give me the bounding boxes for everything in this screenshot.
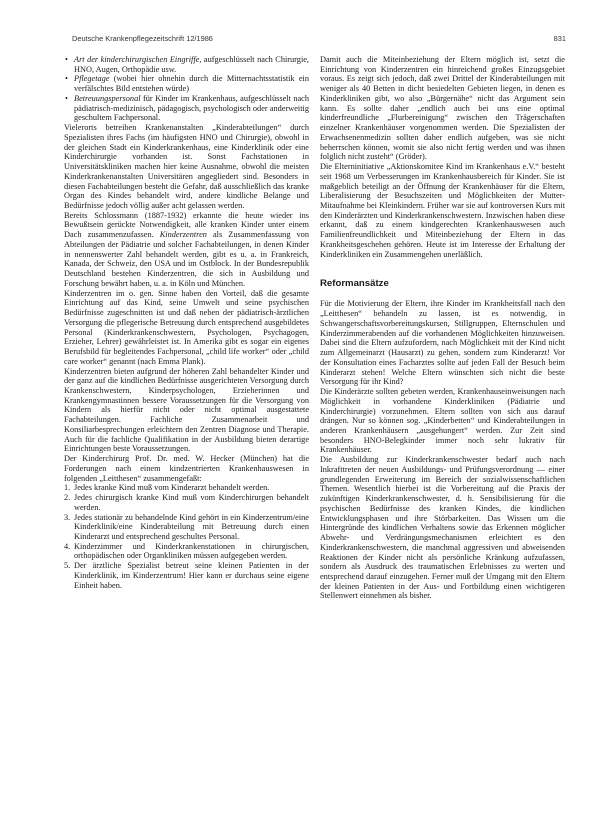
list-item [64, 542, 309, 561]
leitthesen-list [64, 483, 309, 590]
list-item [64, 513, 309, 542]
list-item [64, 561, 309, 590]
body-paragraph: Damit auch die Miteinbeziehung der Eltern möglich ist, setzt die Einrichtung von Kinderzentren ein hinreichend großes Einzugsgebiet voraus. Es zeigt sich jedoch, daß zwei Drittel der Kinderabteilungen mit weniger als 40 Betten in dicht besiedelten Gebieten liegen, in denen es Kinderkliniken gibt, wo also „Bürgernähe“ nicht das Argument sein kann. Es sollte daher „endlich auch bei uns eine optimal kinderfreundliche „Flurbereinigung“ zwischen den Trägerschaften einzelner Krankenhäuser vorgenommen werden. Die Spezialisten der Erwachsenenmedizin sollten daher endlich aufgeben, was sie nicht beherrschen können, womit sie also nicht fertig werden und was ihnen folglich nicht zusteht“ (Gröder). [320, 55, 565, 162]
body-paragraph: Vielerorts betreiben Krankenanstalten „Kinderabteilungen“ durch Spezialisten ihres Fachs (im häufigsten HNO und Chirurgie), obwohl in der gleichen Stadt ein Kinderkrankenhaus, eine Kinderklinik oder eine Kinderchirurgie vorhanden ist. Sonst Fachstationen in Universitätskliniken machen hier keine Ausnahme, obwohl die meisten Kinderkrankenanstalten Universitären angegliedert sind. Besonders in diesen Fachabteilungen besteht die Gefahr, daß ausschließlich das kranke Organ des Kindes behandelt wird, andere kindliche Belange und Bedürfnisse jedoch völlig außer acht gelassen werden. [64, 123, 309, 211]
running-head [72, 34, 566, 46]
heading-spacer [320, 290, 565, 299]
bullet-item [64, 55, 309, 74]
list-item-text: Kinderzimmer und Kinderkrankenstationen in chirurgischen, orthopädischen oder Organkliniken müssen aufgegeben werden. [74, 541, 309, 561]
list-number: 2. [64, 493, 71, 503]
list-number: 1. [64, 483, 71, 493]
bullet-item [64, 94, 309, 123]
list-number: 4. [64, 541, 71, 551]
list-item [64, 483, 309, 493]
page-number: 831 [553, 34, 566, 43]
statistics-bullet-list [64, 55, 309, 123]
body-paragraph: Für die Motivierung der Eltern, ihre Kinder im Krankheitsfall nach den „Leitthesen“ behandeln zu lassen, ist es notwendig, in Schwangerschaftsvorbereitungskursen, Stillgruppen, Elternschulen und Kinderzimmerabenden auf die vorhandenen Möglichkeiten hinzuweisen. Dabei sind die Eltern aufzufordern, nach Möglichkeit mit der Kind nicht zum Allgemeinarzt (Hausarzt) zu gehen, sondern zum Kinderarzt! Vor der Konsultation eines Facharztes sollte auf jeden Fall der Besuch beim Kinderarzt stehen! Welche Eltern wünschten sich nicht die beste Versorgung für ihr Kind? [320, 299, 565, 387]
list-number: 5. [64, 561, 71, 571]
journal-title: Deutsche Krankenpflegezeitschrift 12/1986 [72, 34, 213, 43]
body-paragraph: Kinderzentren im o. gen. Sinne haben den Vorteil, daß die gesamte Einrichtung auf das Kind, seine Umwelt und seine psychischen Bedürfnisse zugeschnitten ist und daß neben der pädiatrisch-ärztlichen Versorgung die pflegerische Betreuung durch entsprechend ausgebildetes Personal (Kinderkrankenschwestern, Psychologen, Psychagogen, Erzieher, Lehrer) gewährleistet ist. In Amerika gibt es sogar ein eigenes Berufsbild für begleitendes Fachpersonal, „child life worker“ oder „child care worker“ genannt (nach Emma Plank). [64, 288, 309, 366]
body-paragraph [64, 211, 309, 289]
paragraph-text: Bereits Schlossmann (1887-1932) erkannte die heute wieder ins Bewußtsein gerückte Notwendigkeit, alle kranken Kinder unter einem Dach zusammenzufassen. [64, 210, 309, 240]
body-paragraph: Die Ausbildung zur Kinderkrankenschwester bedarf auch nach Inkrafttreten der neuen Ausbildungs- und Prüfungsverordnung — einer grundlegenden Erweiterung im Bereich der sozialwissenschaftlichen Themen. Wesentlich hierbei ist die Vorbereitung auf die Praxis der zukünftigen Kinderkrankenschwester, d. h. Sensibilisierung für die psychischen Bedürfnisse des kranken Kindes, die kindlichen Entwicklungsphasen und ihre Störbarkeiten. Das Wissen um die Hintergründe des kindlichen Verhaltens sowie das Erkennen möglicher Abwehr- und Verdrängungsmechanismen erleichtert es den Kinderkrankenschwestern, die manchmal aggressiven und abweisenden Reaktionen der Kinder nicht als persönliche Kränkung aufzufassen, sondern als Ausdruck des traumatischen Erlebnisses zu werten und entsprechend darauf einzugehen. Ferner muß der Umgang mit den Eltern der kleinen Patienten in der Aus- und Fortbildung einen wichtigeren Stellenwert einnehmen als bisher. [320, 455, 565, 601]
bullet-item [64, 74, 309, 93]
paragraph-text: als Zusammenfassung von Abteilungen der Pädiatrie und solcher Fachabteilungen, in denen Kinder in nennenswerter Zahl behandelt werden, gibt es u. a. in Frankreich, Kanada, der Schweiz, den USA und im Ostblock. In der Bundesrepublik Deutschland bestehen Kinderzentren, die sich in Ausbildung und Forschung bewährt haben, u. a. in Köln und München. [64, 230, 309, 288]
section-heading: Reformansätze [320, 278, 389, 290]
list-item-text: Der ärztliche Spezialist betreut seine kleinen Patienten in der Kinderklinik, im Kinderzentrum! Hier kann er durchaus seine eigene Einheit haben. [74, 561, 309, 590]
list-item-text: Jedes stationär zu behandelnde Kind gehört in ein Kinderzentrum/eine Kinderklinik/eine Kinderabteilung mit Betreuung durch einen Kinderarzt und entsprechend geschultes Personal. [74, 512, 309, 541]
body-paragraph: Kinderzentren bieten aufgrund der höheren Zahl behandelter Kinder und der ganz auf die kindlichen Bedürfnisse ausgerichteten Versorgung durch Krankenschwestern, Kinderpsychologen, Erzieherinnen und Krankengymnastinnen bessere Voraussetzungen für die Versorgung von Kindern als hierfür nicht oder nicht optimal ausgestattete Fachabteilungen. Fachliche Zusammenarbeit und Konsiliarbesprechungen erleichtern den Zentren Diagnose und Therapie. Auch für die fachliche Qualifikation in der Ausbildung bieten derartige Einrichtungen beste Voraussetzungen. [64, 366, 309, 454]
bullet-text: (wobei hier ohnehin durch die Mitternachtsstatistik ein verfälschtes Bild entstehen würde) [74, 74, 309, 94]
section-spacer [320, 259, 565, 278]
bullet-text: für Kinder im Krankenhaus, aufgeschlüsselt nach pädiatrisch-medizinisch, pädagogisch, psychologisch oder anderweitig geschultem Fachpersonal. [74, 93, 309, 123]
list-item-text: Jedes chirurgisch kranke Kind muß vom Kinderchirurgen behandelt werden. [74, 493, 309, 512]
body-paragraph: Die Kinderärzte sollten gebeten werden, Krankenhauseinweisungen nach Möglichkeit in vorhandene Kinderkliniken (Pädiatrie und Kinderchirurgie) vorzunehmen. Eltern sollten von sich aus darauf drängen. Nur so können sog. „Kinderbetten“ und Kinderabteilungen in anderen Krankenhäusern „ausgehungert“ werden. Zur Zeit sind besonders HNO-Belegkinder immer noch sehr lukrativ für Krankenhäuser. [320, 387, 565, 455]
right-column [320, 55, 565, 601]
bullet-text: aufgeschlüsselt nach Chirurgie, HNO, Augen, Orthopädie usw. [74, 55, 310, 74]
list-item-text: Jedes kranke Kind muß vom Kinderarzt behandelt werden. [74, 483, 270, 493]
left-column [64, 55, 309, 590]
bullet-label: Betreuungspersonal [74, 93, 141, 103]
list-item [64, 493, 309, 512]
bullet-label: Pflegetage [74, 74, 110, 84]
emphasis-term: Kinderzentren [159, 230, 207, 240]
bullet-label: Art der kinderchirurgischen Eingriffe, [74, 55, 202, 64]
body-paragraph: Die Elterninitiative „Aktionskomitee Kind im Krankenhaus e.V.“ besteht seit 1968 um Verbesserungen im Krankenhausbereich für Kinder. Sie ist maßgeblich beteiligt an der Öffnung der Krankenhäuser für die Eltern, Liberalisierung der Besuchszeiten und Möglichkeiten der Mutter-Mitaufnahme bei Kleinkindern. Früher war sie auf kontroversen Kurs mit den Kinderärzten und Kinderkrankenschwestern. Inzwischen haben diese erkannt, daß zu einem kindgerechten Krankenhauswesen auch Familienfreundlichkeit und Miteinbeziehung der Eltern in das Krankheitsgeschehen gehören. Heute ist im Interesse der Erhaltung der Kinderkliniken ein Zusammengehen unerläßlich. [320, 162, 565, 259]
body-paragraph: Der Kinderchirurg Prof. Dr. med. W. Hecker (München) hat die Forderungen nach einem kindzentrierten Krankenhauswesen in folgenden „Leitthesen“ zusammengefaßt: [64, 454, 309, 483]
list-number: 3. [64, 512, 71, 522]
